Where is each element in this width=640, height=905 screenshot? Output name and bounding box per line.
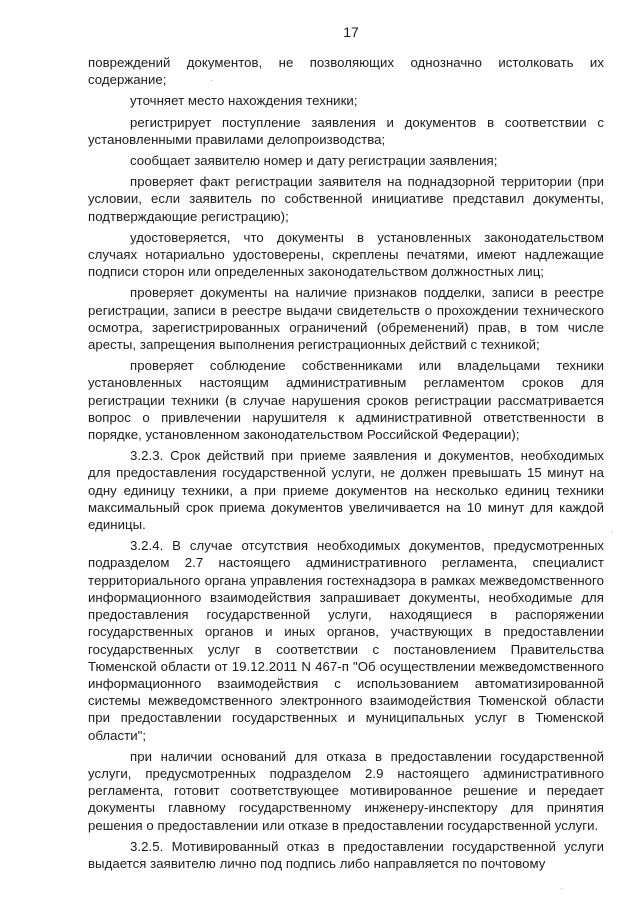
paragraph-3-2-4: 3.2.4. В случае отсутствия необходимых документов, предусмотренных подразделом 2.7 настоящего административного регламента, специалист территориального органа управления гостехнадзора в рамках межведомственного информационного взаимодействия запрашивает документы, необходимые для предоставления государственной услуги, находящиеся в распоряжении государственных органов и иных органов, участвующих в предоставлении государственных услуг в соответствии с постановлением Правительства Тюменской области от 19.12.2011 N 467-п "Об осуществлении межведомственного информационного взаимодействия с использованием автоматизированной системы межведомственного электронного взаимодействия Тюменской области при предоставлении государственных и муниципальных услуг в Тюменской области"; [88,538,604,743]
scan-speck: · [560,884,563,893]
scan-speck: · [210,76,213,85]
paragraph-damage-continuation: повреждений документов, не позволяющих однозначно истолковать их содержание; [88,55,604,88]
paragraph-3-2-3: 3.2.3. Срок действий при приеме заявления и документов, необходимых для предоставления государственной услуги, не должен превышать 15 минут на одну единицу техники, а при приеме документов на несколько единиц техники максимальный срок приема документов увеличивается на 10 минут для каждой единицы. [88,448,604,533]
paragraph-deadline-check: проверяет соблюдение собственниками или владельцами техники установленных настоящим административным регламентом сроков для регистрации техники (в случае нарушения сроков регистрации рассматривается вопрос о привлечении нарушителя к административной ответственности в порядке, установленном законодательством Российской Федерации); [88,358,604,443]
paragraph-checks-registration: проверяет факт регистрации заявителя на поднадзорной территории (при условии, если заявитель по собственной инициативе представил документы, подтверждающие регистрацию); [88,174,604,224]
paragraph-3-2-5: 3.2.5. Мотивированный отказ в предоставлении государственной услуги выдается заявителю лично под подпись либо направляется по почтовому [88,838,604,871]
paragraph-notary-check: удостоверяется, что документы в установленных законодательством случаях нотариально удостоверены, скреплены печатями, имеют надлежащие подписи сторон или определенных законодательством должностных лиц; [88,229,604,280]
page-number: 17 [343,24,359,40]
paragraph-reports-number: сообщает заявителю номер и дату регистрации заявления; [130,153,498,169]
paragraph-forgery-check: проверяет документы на наличие признаков подделки, записи в реестре регистрации, записи в реестре выдачи свидетельств о прохождении технического осмотра, зарегистрированных ограничений (обременений) прав, в том числе аресты, запрещения выполнения регистрационных действий с техникой; [88,285,604,353]
paragraph-refusal-grounds: при наличии оснований для отказа в предоставлении государственной услуги, предусмотренных подразделом 2.9 настоящего административного регламента, готовит соответствующее мотивированное решение и передает документы главному государственному инженеру-инспектору для принятия решения о предоставлении или отказе в предоставлении государственной услуги. [88,748,604,833]
paragraph-location: уточняет место нахождения техники; [130,93,358,109]
paragraph-registers-application: регистрирует поступление заявления и документов в соответствии с установленными правилами делопроизводства; [88,114,604,147]
scan-speck: · [610,527,613,536]
